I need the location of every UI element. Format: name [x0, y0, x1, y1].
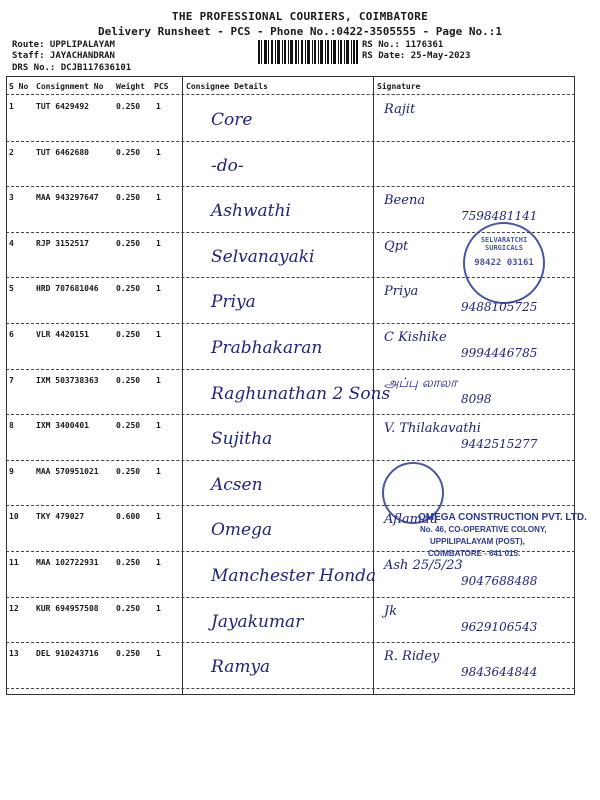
row-consignee: Raghunathan 2 Sons	[211, 383, 391, 404]
row-consignment-no: TUT 6462680	[36, 147, 89, 157]
stamp-omega-address-1: No. 46, CO-OPERATIVE COLONY,	[420, 525, 547, 534]
row-consignment-no: IXM 3400401	[36, 421, 89, 431]
row-pcs: 1	[156, 330, 161, 339]
row-signature: Rajit	[384, 102, 416, 117]
row-consignment-no: MAA 102722931	[36, 558, 99, 567]
row-phone: 9629106543	[461, 619, 538, 634]
table-row	[6, 370, 575, 415]
route-label: Route: UPPLIPALAYAM	[12, 40, 115, 50]
row-signature: Jk	[384, 603, 398, 619]
row-consignee: Manchester Honda	[211, 566, 377, 586]
row-phone: 9488105725	[461, 300, 538, 315]
row-pcs: 1	[156, 193, 161, 203]
runsheet-table	[6, 76, 575, 695]
row-sno: 8	[9, 421, 14, 431]
row-pcs: 1	[156, 558, 161, 567]
row-sno: 13	[9, 649, 19, 659]
row-pcs: 1	[156, 147, 161, 157]
row-consignment-no: KUR 694957508	[36, 603, 99, 613]
row-sno: 1	[9, 102, 14, 111]
row-weight: 0.250	[116, 375, 141, 385]
table-row	[6, 552, 575, 597]
row-weight: 0.250	[116, 238, 141, 248]
row-signature: Beena	[384, 193, 426, 209]
row-consignment-no: TUT 6429492	[36, 102, 89, 111]
row-signature: Priya	[384, 284, 419, 300]
row-consignment-no: TKY 479027	[36, 512, 85, 522]
row-weight: 0.250	[116, 284, 141, 294]
row-sno: 2	[9, 147, 14, 157]
row-sno: 11	[9, 558, 19, 567]
row-phone: 9047688488	[461, 574, 538, 588]
row-signature: Ash 25/5/23	[384, 558, 463, 573]
row-weight: 0.250	[116, 466, 141, 476]
table-row	[6, 415, 575, 460]
row-divider	[6, 688, 575, 689]
row-weight: 0.600	[116, 512, 141, 522]
rs-number: RS No.: 1176361	[362, 40, 444, 50]
table-row	[6, 461, 575, 506]
table-row	[6, 324, 575, 369]
row-consignment-no: HRD 707681046	[36, 284, 99, 294]
row-consignment-no: DEL 910243716	[36, 649, 99, 659]
stamp-omega-address-3: COIMBATORE - 641 015.	[428, 549, 521, 558]
row-sno: 9	[9, 466, 14, 476]
column-header-consignment: Consignment No	[36, 82, 104, 91]
row-pcs: 1	[156, 512, 161, 522]
barcode-image	[258, 40, 358, 64]
column-header-pcs: PCS	[154, 82, 169, 91]
row-consignment-no: RJP 3152517	[36, 238, 89, 248]
row-pcs: 1	[156, 603, 161, 613]
row-signature: Aflamau	[384, 512, 439, 528]
table-row	[6, 96, 575, 141]
row-consignment-no: MAA 943297647	[36, 193, 99, 203]
row-consignment-no: MAA 570951021	[36, 466, 99, 476]
row-pcs: 1	[156, 102, 161, 111]
row-consignee: Core	[211, 110, 253, 130]
table-bottom-border	[6, 694, 575, 695]
row-sno: 6	[9, 330, 14, 339]
row-phone: 7598481141	[461, 209, 538, 224]
row-signature: V. Thilakavathi	[384, 421, 481, 437]
row-weight: 0.250	[116, 603, 141, 613]
row-weight: 0.250	[116, 421, 141, 431]
row-phone: 9442515277	[461, 437, 538, 452]
stamp-omega-address-2: UPPILIPALAYAM (POST),	[430, 537, 525, 546]
drs-number: DRS No.: DCJB117636101	[12, 63, 132, 73]
table-row	[6, 598, 575, 643]
row-phone: 9843644844	[461, 665, 538, 680]
row-signature: அப்பு லாலா	[384, 375, 458, 391]
row-pcs: 1	[156, 375, 161, 385]
table-row	[6, 142, 575, 187]
row-phone: 9994446785	[461, 346, 538, 360]
stamp-chemist	[463, 222, 545, 304]
row-pcs: 1	[156, 421, 161, 431]
row-consignee: Sujitha	[211, 429, 273, 450]
runsheet-subtitle: Delivery Runsheet - PCS - Phone No.:0422-3505555 - Page No.:1	[98, 25, 502, 38]
row-consignee: Prabhakaran	[211, 338, 323, 358]
row-consignment-no: VLR 4420151	[36, 330, 89, 339]
row-consignee: Jayakumar	[211, 611, 304, 632]
stamp-omega-company: OMEGA CONSTRUCTION PVT. LTD.	[418, 512, 587, 523]
column-header-weight: Weight	[116, 82, 145, 91]
row-weight: 0.250	[116, 147, 141, 157]
stamp-chemist-name: SELVARATCHI SURGICALS	[480, 236, 528, 252]
company-title: THE PROFESSIONAL COURIERS, COIMBATORE	[171, 10, 429, 23]
row-sno: 4	[9, 238, 14, 248]
table-row	[6, 643, 575, 688]
row-sno: 7	[9, 375, 14, 385]
row-signature: R. Ridey	[384, 649, 440, 665]
row-sno: 10	[9, 512, 19, 522]
staff-label: Staff: JAYACHANDRAN	[12, 51, 115, 61]
table-top-border	[6, 76, 575, 77]
row-weight: 0.250	[116, 193, 141, 203]
row-consignee: -do-	[211, 155, 244, 176]
row-pcs: 1	[156, 284, 161, 294]
row-sno: 3	[9, 193, 14, 203]
row-sno: 12	[9, 603, 19, 613]
header-divider	[6, 94, 575, 95]
row-weight: 0.250	[116, 558, 141, 567]
row-pcs: 1	[156, 649, 161, 659]
row-weight: 0.250	[116, 330, 141, 339]
column-header-consignee: Consignee Details	[186, 82, 268, 91]
row-signature: Qpt	[384, 238, 409, 254]
row-consignee: Ramya	[211, 657, 271, 678]
row-pcs: 1	[156, 466, 161, 476]
row-sno: 5	[9, 284, 14, 294]
row-consignee: Ashwathi	[211, 201, 291, 222]
row-consignment-no: IXM 503738363	[36, 375, 99, 385]
row-weight: 0.250	[116, 649, 141, 659]
row-consignee: Omega	[211, 520, 273, 541]
stamp-chemist-code: 98422 03161	[474, 258, 534, 268]
column-header-signature: Signature	[377, 82, 421, 91]
row-consignee: Selvanayaki	[211, 246, 315, 267]
row-signature: C Kishike	[384, 330, 447, 345]
row-consignee: Acsen	[211, 474, 263, 495]
row-weight: 0.250	[116, 102, 141, 111]
column-header-sno: S No	[9, 82, 29, 91]
row-consignee: Priya	[211, 292, 256, 313]
rs-date: RS Date: 25-May-2023	[362, 51, 471, 61]
row-phone: 8098	[461, 391, 492, 406]
row-pcs: 1	[156, 238, 161, 248]
